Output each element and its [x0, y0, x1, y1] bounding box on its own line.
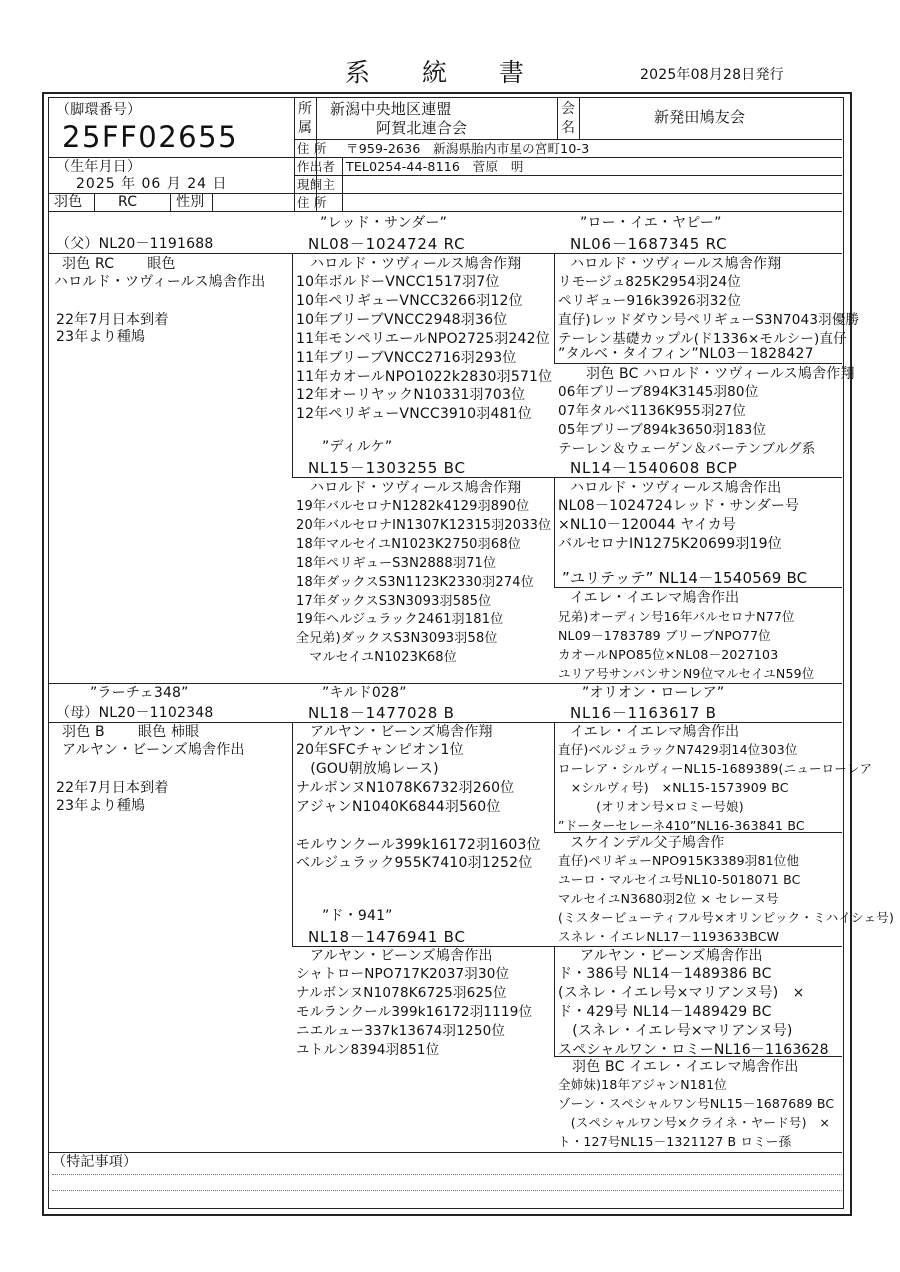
- breeder-label: 作出者: [297, 159, 336, 174]
- record-line: リモージュ825K2954羽24位: [558, 274, 741, 290]
- dam-ring: （母）NL20－1102348: [56, 705, 214, 721]
- record-line: ベルジュラック955K7410羽1252位: [296, 855, 533, 872]
- g3-2-name-ring: ”タルベ・タイフィン”NL03－1828427: [558, 346, 814, 362]
- club-name: 新発田鳩友会: [654, 108, 746, 126]
- record-line: スネレ・イエレNL17－1193633BCW: [558, 928, 780, 944]
- record-line: 20年バルセロナIN1307K12315羽2033位: [296, 517, 552, 533]
- g3-1-ring: NL06－1687345 RC: [570, 235, 728, 253]
- sire-sire-name: ”レッド・サンダー”: [320, 215, 448, 231]
- record-line: (ミスタービューティフル号×オリンピック・ミハイシェ号): [558, 909, 895, 925]
- g3-7-loft: アルヤン・ビーンズ鳩舎作出: [580, 948, 763, 964]
- record-line: ユリア号サンバンサンN9位マルセイユN59位: [558, 665, 815, 681]
- g2-bracket-4: [554, 946, 555, 1056]
- record-line: バルセロナIN1275K20699羽19位: [558, 535, 782, 552]
- record-line: (スペシャルワン号×クライネ・ヤード号) ×: [558, 1114, 831, 1130]
- record-line: 05年ブリーブ894k3650羽183位: [558, 421, 767, 438]
- g3-4-name-ring: ”ユリテッテ” NL14－1540569 BC: [562, 569, 808, 587]
- record-line: 12年オーリヤックN10331羽703位: [296, 387, 526, 404]
- dam-dam-loft: アルヤン・ビーンズ鳩舎作出: [310, 948, 493, 964]
- record-line: カオールNPO85位×NL08－2027103: [558, 646, 779, 662]
- breeder: TEL0254-44-8116 菅原 明: [346, 159, 524, 174]
- document-title: 系 統 書: [345, 58, 546, 87]
- dam-dam-name: ”ド・941”: [322, 908, 393, 924]
- record-line: テーレン基礎カップル(ド1336×モルシー)直仔: [558, 330, 847, 347]
- record-line: (スネレ・イエレ号×マリアンヌ号) ×: [558, 984, 805, 1001]
- sire-color: 羽色 RC 眼色: [62, 256, 176, 272]
- record-line: 20年SFCチャンピオン1位: [296, 742, 464, 758]
- affil-label-2: 属: [298, 120, 313, 136]
- record-line: NL08－1024724レッド・サンダー号: [558, 498, 800, 514]
- record-line: マルセイユN1023K68位: [296, 650, 457, 666]
- record-line: ド・429号 NL14－1489429 BC: [558, 1003, 772, 1020]
- record-line: 全兄弟)ダックスS3N3093羽58位: [296, 631, 498, 647]
- sire-dam-name: ”ディルケ”: [322, 439, 393, 455]
- record-line: 全姉妹)18年アジャンN181位: [558, 1077, 727, 1092]
- record-line: ナルボンヌN1078K6725羽625位: [296, 984, 507, 1001]
- record-line: ペリギュー916k3926羽32位: [558, 292, 742, 309]
- address: 〒959-2636 新潟県胎内市星の宮町10-3: [346, 141, 590, 156]
- owner-label: 現飼主: [297, 177, 336, 192]
- record-line: モルウンクール399k16172羽1603位: [296, 836, 541, 853]
- record-line: 07年タルベ1136K955羽27位: [558, 402, 746, 419]
- record-line: 19年バルセロナN1282k4129羽890位: [296, 499, 530, 514]
- record-line: ユトルン8394羽851位: [296, 1041, 440, 1058]
- record-line: 11年ブリーブVNCC2716羽293位: [296, 349, 517, 366]
- sire-note-1: 22年7月日本到着: [56, 312, 169, 328]
- record-line: 11年カオールNPO1022k2830羽571位: [296, 368, 553, 385]
- dam-name: ”ラーチェ348”: [90, 685, 189, 701]
- record-line: シャトローNPO717K2037羽30位: [296, 966, 510, 982]
- dam-note-1: 22年7月日本到着: [56, 780, 169, 796]
- sire-dam-line: [292, 477, 554, 478]
- sire-line: [48, 253, 292, 254]
- g3-4-loft: イエレ・イエレマ鳩舎作出: [570, 590, 740, 606]
- g3-2-color-loft: 羽色 BC ハロルド・ツヴィールス鳩舎作翔: [586, 366, 855, 382]
- birth-divider: [48, 193, 294, 194]
- g3-line-2: [554, 363, 842, 364]
- sire-dam-loft: ハロルド・ツヴィールス鳩舎作翔: [310, 480, 522, 496]
- record-line: ローレア・シルヴィーNL15-1689389(ニューローレア: [558, 760, 873, 776]
- g2-bracket-1: [554, 253, 555, 363]
- info-bottom-line: [48, 211, 842, 212]
- record-line: アジャンN1040K6844羽560位: [296, 798, 501, 815]
- record-line: 19年ヘルジュラック2461羽181位: [296, 612, 504, 628]
- record-line: ”ドーターセレーネ410”NL16-363841 BC: [558, 817, 805, 833]
- club-label-2: 名: [561, 120, 576, 136]
- dam-breeder: アルヤン・ビーンズ鳩舎作出: [62, 742, 245, 758]
- sire-breeder: ハロルド・ツヴィールス鳩舎作出: [54, 274, 266, 290]
- g2-bracket-3: [554, 722, 555, 832]
- affil-line-1: 新潟中央地区連盟: [330, 100, 452, 118]
- g3-line-4: [554, 587, 842, 588]
- record-line: NL09－1783789 ブリーブNPO77位: [558, 627, 771, 643]
- club-divider-1: [557, 97, 558, 139]
- address-label: 住 所: [297, 141, 327, 156]
- affil-label-1: 所: [298, 101, 313, 117]
- record-line: スペシャルワン・ロミーNL16－1163628: [558, 1041, 829, 1058]
- record-line: 10年ペリギューVNCC3266羽12位: [296, 292, 523, 309]
- color-label: 羽色: [54, 194, 83, 210]
- record-line: ド・386号 NL14－1489386 BC: [558, 966, 772, 982]
- dam-dam-ring: NL18－1476941 BC: [308, 928, 466, 946]
- record-line: マルセイユN3680羽2位 × セレーヌ号: [558, 890, 779, 906]
- sire-sire-ring: NL08－1024724 RC: [308, 235, 466, 253]
- dam-color: 羽色 B 眼色 柿眼: [62, 724, 200, 740]
- record-line: 17年ダックスS3N3093羽585位: [296, 593, 492, 609]
- record-line: ユーロ・マルセイユ号NL10-5018071 BC: [558, 871, 801, 887]
- record-line: 10年ボルドーVNCC1517羽7位: [296, 274, 500, 290]
- g3-5-name: ”オリオン・ローレア”: [582, 685, 725, 701]
- record-line: 11年モンペリエールNPO2725羽242位: [296, 330, 550, 347]
- club-label-1: 会: [561, 101, 576, 117]
- color-divider: [94, 193, 95, 211]
- remarks-line-2: [52, 1190, 842, 1191]
- record-line: ゾーン・スペシャルワン号NL15－1687689 BC: [558, 1095, 835, 1111]
- record-line: ト・127号NL15－1321127 B ロミー孫: [558, 1133, 792, 1149]
- record-line: (オリオン号×ロミー号娘): [558, 798, 744, 814]
- record-line: モルランクール399k16172羽1119位: [296, 1003, 533, 1020]
- record-line: 直仔)ベルジュラックN7429羽14位303位: [558, 742, 798, 757]
- birth-date: 2025 年 06 月 24 日: [76, 176, 228, 192]
- sire-bracket: [292, 253, 293, 477]
- record-line: 12年ペリギューVNCC3910羽481位: [296, 406, 532, 423]
- sex-label: 性別: [176, 194, 205, 210]
- record-line: ナルボンヌN1078K6732羽260位: [296, 779, 515, 796]
- g3-6-loft: スケインデル父子鳩舎作: [570, 835, 725, 851]
- record-line: テーレン＆ウェーゲン＆バーテンブルグ系: [558, 440, 816, 457]
- ring-label: （脚環番号）: [56, 102, 142, 118]
- g2-bracket-2: [554, 477, 555, 587]
- record-line: 06年ブリーブ894K3145羽80位: [558, 384, 759, 400]
- g3-5-loft: イエレ・イエレマ鳩舎作出: [570, 724, 740, 740]
- sex-divider-2: [212, 193, 213, 211]
- sex-divider-1: [170, 193, 171, 211]
- g3-3-loft: ハロルド・ツヴィールス鳩舎作出: [570, 480, 782, 496]
- record-line: 18年ペリギューS3N2888羽71位: [296, 555, 497, 571]
- record-line: (GOU朝放鳩レース): [296, 760, 439, 777]
- record-line: ×NL10－120044 ヤイカ号: [558, 516, 737, 533]
- remarks-line-1: [52, 1174, 842, 1175]
- record-line: ニエルュー337k13674羽1250位: [296, 1022, 506, 1039]
- dam-bracket: [292, 722, 293, 946]
- dam-sire-ring: NL18－1477028 B: [308, 704, 455, 722]
- affil-line-2: 阿賀北連合会: [376, 119, 468, 137]
- record-line: 18年ダックスS3N1123K2330羽274位: [296, 574, 534, 590]
- remarks-label: （特記事項）: [52, 1154, 138, 1170]
- record-line: (スネレ・イエレ号×マリアンヌ号): [558, 1022, 793, 1039]
- remarks-divider: [48, 1152, 842, 1153]
- dam-sire-loft: アルヤン・ビーンズ鳩舎作翔: [310, 724, 493, 740]
- owner-address-label: 住 所: [297, 195, 327, 210]
- g3-line-1: [554, 253, 842, 254]
- g3-8-color-loft: 羽色 BC イエレ・イエレマ鳩舎作出: [572, 1059, 799, 1075]
- sire-ring: （父）NL20－1191688: [56, 236, 214, 252]
- ring-number: 25FF02655: [62, 120, 239, 154]
- sire-sire-loft: ハロルド・ツヴィールス鳩舎作翔: [310, 256, 522, 272]
- record-line: ×シルヴィ号) ×NL15-1573909 BC: [558, 779, 789, 795]
- record-line: 10年ブリーブVNCC2948羽36位: [296, 311, 508, 328]
- owner-label-divider: [342, 157, 343, 211]
- dam-note-2: 23年より種鳩: [56, 798, 146, 814]
- record-line: 直仔)レッドダウン号ペリギューS3N7043羽優勝: [558, 311, 860, 328]
- record-line: 兄弟)オーディン号16年バルセロナN77位: [558, 609, 795, 624]
- sire-note-2: 23年より種鳩: [56, 329, 146, 345]
- record-line: 18年マルセイユN1023K2750羽68位: [296, 536, 521, 552]
- g3-1-name: ”ロー・イエ・ヤピー”: [580, 215, 722, 231]
- sire-sire-line: [292, 253, 554, 254]
- g3-5-ring: NL16－1163617 B: [570, 704, 717, 722]
- club-divider-2: [579, 97, 580, 139]
- record-line: 直仔)ペリギューNPO915K3389羽81位他: [558, 853, 800, 868]
- color-value: RC: [118, 194, 138, 210]
- g3-line-3: [554, 477, 842, 478]
- dam-sire-name: ”キルド028”: [322, 685, 407, 701]
- birth-label: （生年月日）: [56, 159, 142, 175]
- issue-date: 2025年08月28日発行: [640, 67, 784, 83]
- g3-3-ring: NL14－1540608 BCP: [570, 459, 738, 477]
- sire-dam-ring: NL15－1303255 BC: [308, 459, 466, 477]
- g3-1-loft: ハロルド・ツヴィールス鳩舎作翔: [570, 256, 782, 272]
- owner-bottom: [294, 193, 842, 194]
